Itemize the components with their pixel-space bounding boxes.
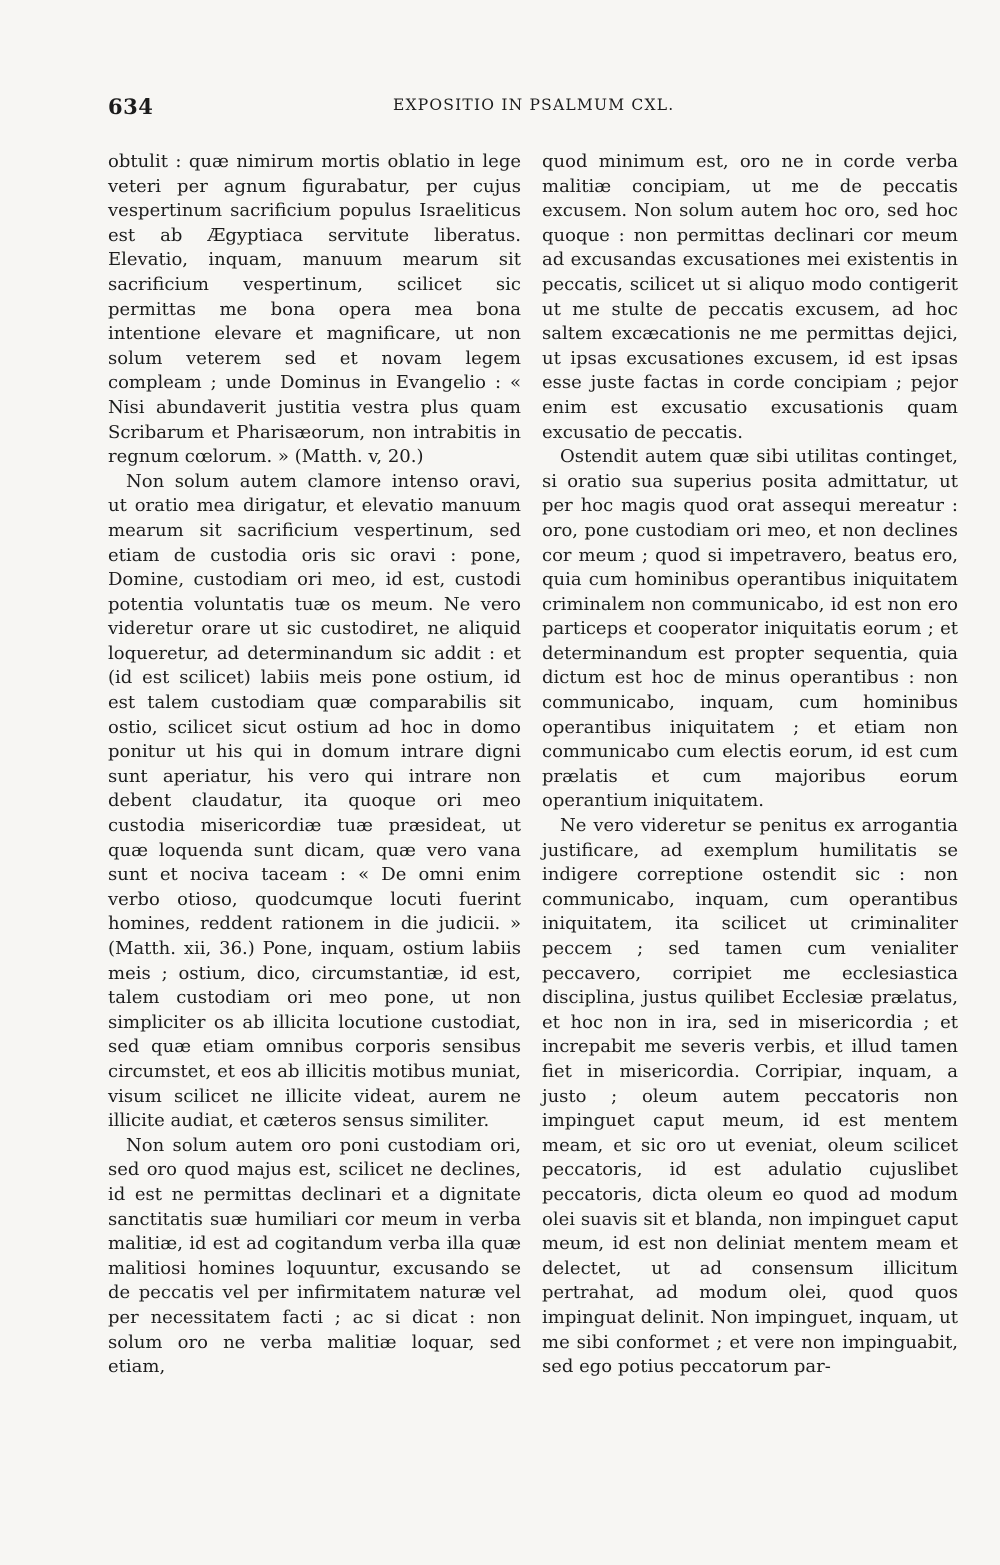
paragraph: obtulit : quæ nimirum mortis oblatio in lege veteri per agnum figurabatur, per cujus vespertinum sacrificium populus Israeliticus est ab Ægyptiaca servitute liberatus. Elevatio, inquam, manuum mearum sit sacrificium vespertinum, scilicet sic permittas me bona opera mea bona intentione elevare et magnificare, ut non solum veterem sed et novam legem compleam ; unde Dominus in Evangelio : « Nisi abundaverit justitia vestra plus quam Scribarum et Pharisæorum, non intrabitis in regnum cœlorum. » (Matth. v, 20.) [108,151,521,468]
page-number: 634 [108,94,154,119]
paragraph: Non solum autem oro poni custodiam ori, sed oro quod majus est, scilicet ne declines, id est ne permittas declinari et a dignitate sanctitatis suæ humiliari cor meum in verba malitiæ, id est ad cogitandum verba illa quæ malitiosi homines loquuntur, excusando se de peccatis vel per infirmitatem naturæ vel per necessitatem facti ; ac si dicat : non solum oro ne verba malitiæ loquar, sed etiam, [108,1134,521,1378]
paragraph: Ne vero videretur se penitus ex arrogantia justificare, ad exemplum humilitatis se indigere correptione ostendit sic : non communicabo, inquam, cum operantibus iniquitatem, ita scilicet ut criminaliter peccem ; sed tamen cum venialiter peccavero, corripiet me ecclesiastica disciplina, justus quilibet Ecclesiæ prælatus, et hoc non in ira, sed in misericordia ; et increpabit me severis verbis, et illud tamen fiet in misericordia. Corripiar, inquam, a justo ; oleum autem peccatoris non impinguet caput meum, id est mentem meam, et sic oro ut eveniat, oleum scilicet peccatoris, id est adulatio cujuslibet peccatoris, dicta oleum eo quod ad modum olei suavis sit et blanda, non impinguet caput meum, id est non deliniat mentem meam et delectet, ut ad consensum illicitum pertrahat, ad modum olei, quod quos impinguat delinit. Non impinguet, inquam, ut me sibi conformet ; et vere non impinguabit, sed ego potius peccatorum par- [542,815,958,1378]
paragraph: quod minimum est, oro ne in corde verba malitiæ concipiam, ut me de peccatis excusem. Non solum autem hoc oro, sed hoc quoque : non permittas declinari cor meum ad excusandas excusationes mei existentis in peccatis, scilicet ut si aliquo modo contigerit ut me stulte de peccatis excusem, ad hoc saltem excæcationis ne me permittas dejici, ut ipsas excusationes excusem, id est ipsas esse juste factas in corde concipiam ; pejor enim est excusatio excusationis quam excusatio de peccatis. [542,151,958,443]
left-column [108,150,521,1380]
page-header [108,94,900,124]
paragraph: Ostendit autem quæ sibi utilitas continget, si oratio sua superius posita admittatur, ut per hoc magis quod orat assequi mereatur : oro, pone custodiam ori meo, et non declines cor meum ; quod si impetravero, beatus ero, quia cum hominibus operantibus iniquitatem criminalem non communicabo, id est non ero particeps et cooperator iniquitatis eorum ; et determinandum est propter sequentia, quia dictum est hoc de minus operantibus : non communicabo, inquam, cum hominibus operantibus iniquitatem ; et etiam non communicabo cum electis eorum, id est cum prælatis et cum majoribus eorum operantium iniquitatem. [542,446,958,812]
running-title: EXPOSITIO IN PSALMUM CXL. [393,96,675,114]
right-column [542,150,958,1380]
paragraph: Non solum autem clamore intenso oravi, ut oratio mea dirigatur, et elevatio manuum mearum sit sacrificium vespertinum, sed etiam de custodia oris sic oravi : pone, Domine, custodiam ori meo, id est, custodi potentia voluntatis tuæ os meum. Ne vero videretur orare ut sic custodiret, ne aliquid loqueretur, ad determinandum sic addit : et (id est scilicet) labiis meis pone ostium, id est talem custodiam quæ comparabilis sit ostio, scilicet sicut ostium ad hoc in domo ponitur ut his qui in domum intrare digni sunt aperiatur, his vero qui intrare non debent claudatur, ita quoque ori meo custodia misericordiæ tuæ præsideat, ut quæ loquenda sunt dicam, quæ vero vana sunt et nociva taceam : « De omni enim verbo otioso, quodcumque locuti fuerint homines, reddent rationem in die judicii. » (Matth. xii, 36.) Pone, inquam, ostium labiis meis ; ostium, dico, circumstantiæ, id est, talem custodiam ori meo pone, ut non simpliciter os ab illicita locutione custodiat, sed quæ etiam omnibus corporis sensibus circumstet, et eos ab illicitis motibus muniat, visum scilicet ne illicite videat, aurem ne illicite audiat, et cæteros sensus similiter. [108,470,521,1132]
